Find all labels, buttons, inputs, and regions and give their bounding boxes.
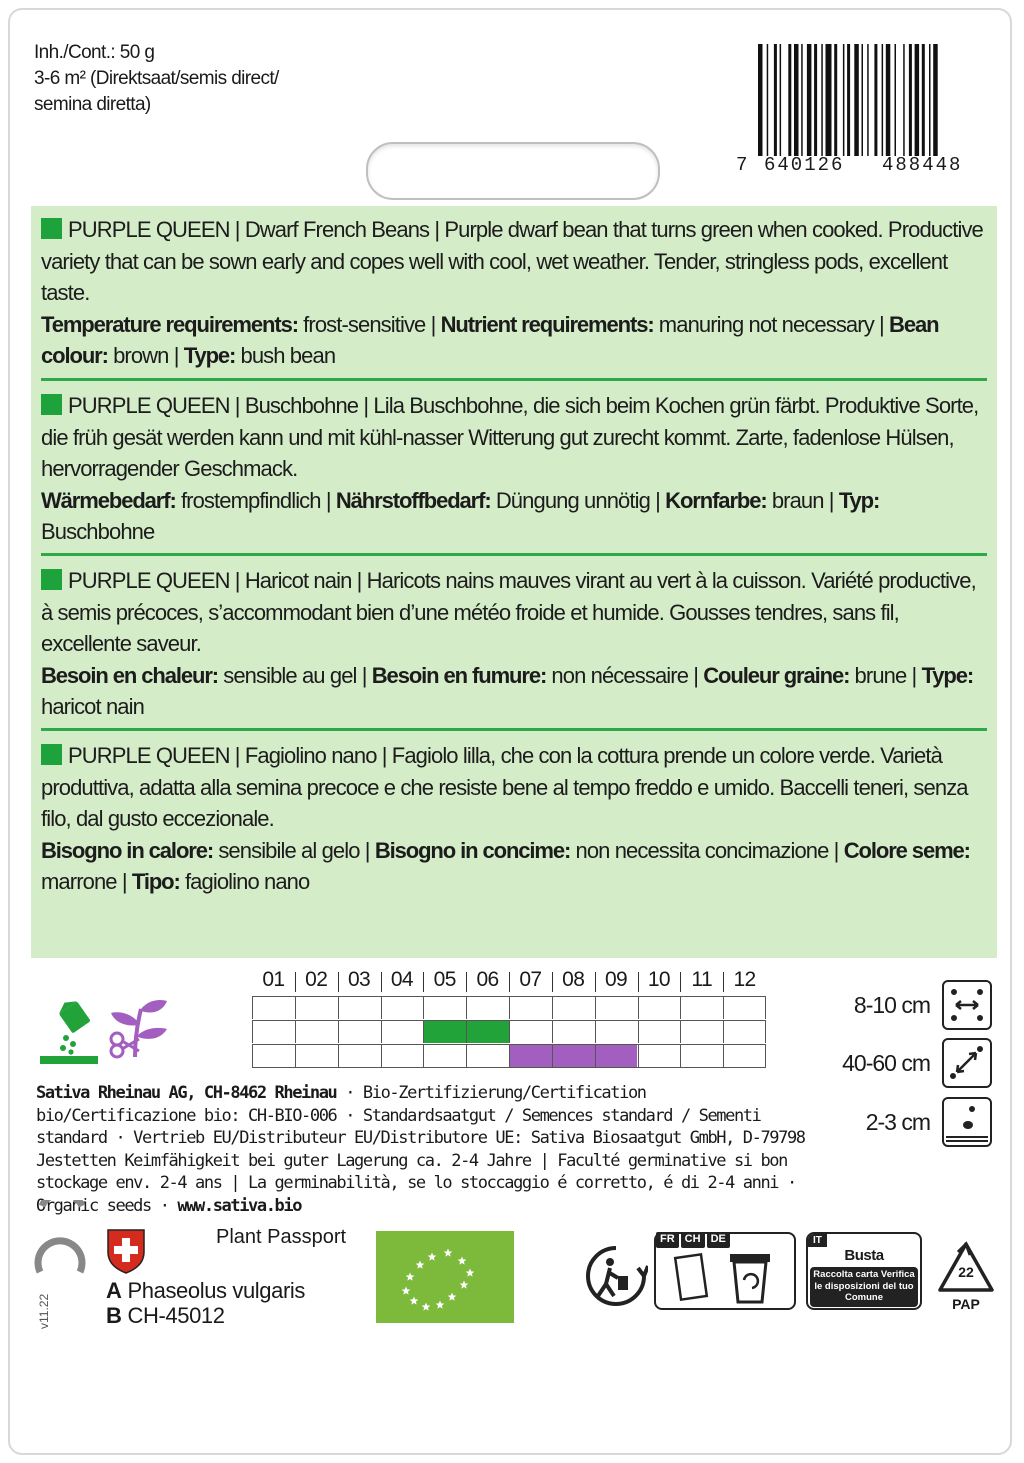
company-text: · Bio-Zertifizierung/Certification bio/Certificazione bio: CH-BIO-006 · Standardsaatgut / Semences standard / Sementi standard · Vertrieb EU/Distributeur EU/Distributore UE: Sativa Biosaatgut GmbH, D-79798 Jestetten Keimfähigkeit bei guter Lagerung ca. 2-4 Jahre | Faculté germinative si bon stockage env. 2-4 ans | La germinabilità, se lo stoccaggio é corretto, é di 2-4 anni · Organic seeds · (36, 1083, 805, 1216)
calendar-grid (252, 996, 766, 1068)
key-fr-4: Type: (921, 662, 974, 688)
row0-cell-04 (381, 997, 424, 1019)
busta-instructions: Raccolta carta Verifica le disposizioni del tuo Comune (810, 1267, 918, 1307)
month-separator (680, 972, 681, 992)
harvest-cell-06 (466, 1045, 509, 1067)
val-de-3: braun | (766, 487, 839, 513)
key-de-2: Nährstoffbedarf: (335, 487, 491, 513)
plant-distance-label: 40-60 cm (842, 1050, 930, 1076)
val-de-4: Buschbohne (41, 519, 155, 544)
busta-title: Busta (844, 1247, 884, 1264)
val-fr-1: sensible au gel | (218, 662, 372, 688)
row0-cell-06 (466, 997, 509, 1019)
val-it-3: marrone | (41, 869, 132, 894)
val-de-2: Düngung unnötig | (490, 487, 666, 513)
harvest-cell-09 (595, 1045, 638, 1067)
month-separator (723, 972, 724, 992)
sowing-cell-07 (509, 1021, 552, 1043)
key-de-1: Wärmebedarf: (41, 487, 176, 513)
month-separator (638, 972, 639, 992)
divider (41, 728, 987, 731)
divider (41, 553, 987, 556)
hang-hole (366, 142, 660, 200)
harvest-cell-12 (723, 1045, 766, 1067)
barcode-group-2: 488448 (882, 154, 963, 176)
harvest-cell-04 (381, 1045, 424, 1067)
sowing-cell-02 (295, 1021, 338, 1043)
sowing-cell-08 (552, 1021, 595, 1043)
plant-passport-title: Plant Passport (216, 1226, 347, 1248)
month-separator (466, 972, 467, 992)
tag-fr: FR (656, 1232, 679, 1248)
month-label-06: 06 (476, 968, 499, 991)
passport-a-value: Phaseolus vulgaris (127, 1278, 305, 1303)
swiss-flag-icon (106, 1228, 146, 1274)
month-separator (509, 972, 510, 992)
passport-b-letter: B (106, 1303, 122, 1328)
content-area: 3-6 m² (Direktsaat/semis direct/ (34, 68, 279, 89)
passport-b-value: CH-45012 (127, 1303, 225, 1328)
intro-fr: PURPLE QUEEN | Haricot nain | Haricots nains mauves virant au vert à la cuisson. Variété productive, à semis précoces, s’accommodant bien d’une météo froide et humide. Gousses tendres, sans fil, excellente saveur. (41, 568, 976, 656)
month-separator (595, 972, 596, 992)
key-de-3: Kornfarbe: (665, 487, 767, 513)
grid-end (765, 1021, 766, 1043)
grid-end (765, 997, 766, 1019)
plant-distance (792, 1038, 992, 1090)
grid-end (765, 1045, 766, 1067)
row-spacing-label: 8-10 cm (853, 992, 930, 1018)
key-en-4: Type: (183, 343, 236, 368)
description-de (41, 390, 987, 548)
intro-de: PURPLE QUEEN | Buschbohne | Lila Buschbohne, die sich beim Kochen grün färbt. Produktive Sorte, die früh gesät werden kann und mit kühl-nasser Witterung gut zurecht kommt. Zarte, fadenlose Hülsen, hervorragender Geschmack. (41, 393, 979, 481)
month-separator (381, 972, 382, 992)
month-label-02: 02 (305, 968, 328, 991)
harvest-cell-01 (252, 1045, 295, 1067)
description-it (41, 740, 987, 898)
key-fr-2: Besoin en fumure: (371, 662, 547, 688)
month-labels (252, 966, 766, 996)
company-info (36, 1082, 806, 1218)
passport-a-letter: A (106, 1278, 122, 1303)
val-en-4: bush bean (235, 343, 336, 368)
sowing-cell-03 (338, 1021, 381, 1043)
company-name: Sativa Rheinau AG, CH-8462 Rheinau (36, 1083, 337, 1103)
harvest-cell-11 (680, 1045, 723, 1067)
val-en-3: brown | (107, 343, 184, 368)
month-label-11: 11 (691, 968, 713, 991)
passport-line-b (106, 1303, 225, 1329)
month-separator (295, 972, 296, 992)
harvest-cell-03 (338, 1045, 381, 1067)
tag-de: DE (707, 1232, 730, 1248)
month-separator (552, 972, 553, 992)
harvest-cell-02 (295, 1045, 338, 1067)
content-info (34, 40, 334, 118)
key-it-2: Bisogno in concime: (374, 837, 571, 863)
row-spacing (792, 980, 992, 1032)
description-fr (41, 565, 987, 723)
month-label-12: 12 (733, 968, 756, 991)
green-square-icon (41, 218, 62, 239)
val-de-1: frostempfindlich | (175, 487, 336, 513)
busta-panel (806, 1232, 922, 1310)
country-tags (656, 1232, 730, 1248)
plant-distance-icon (942, 1038, 992, 1088)
row0-cell-11 (680, 997, 723, 1019)
harvest-cell-05 (423, 1045, 466, 1067)
green-square-icon (41, 569, 62, 590)
content-area-cont: semina diretta) (34, 94, 151, 115)
sowing-cell-05 (423, 1021, 466, 1043)
month-separator (423, 972, 424, 992)
row0-cell-08 (552, 997, 595, 1019)
recycling-bin-panel (654, 1232, 796, 1310)
barcode-bars (758, 44, 990, 156)
harvest-cell-10 (638, 1045, 681, 1067)
val-en-2: manuring not necessary | (653, 311, 890, 337)
sowing-cell-01 (252, 1021, 295, 1043)
harvest-cell-07 (509, 1045, 552, 1067)
sowing-cell-06 (466, 1021, 509, 1043)
key-it-4: Tipo: (131, 869, 180, 894)
pap-label: PAP (952, 1296, 980, 1312)
sowing-icon (40, 1000, 100, 1068)
month-label-07: 07 (519, 968, 542, 991)
sowing-cell-09 (595, 1021, 638, 1043)
row0-cell-12 (723, 997, 766, 1019)
tag-ch: CH (681, 1232, 705, 1248)
val-it-1: sensibile al gelo | (213, 837, 375, 863)
recycle-person-icon (584, 1244, 648, 1308)
row-spacing-icon (942, 980, 992, 1030)
row0-cell-09 (595, 997, 638, 1019)
month-label-04: 04 (390, 968, 413, 991)
description-panel (31, 206, 997, 958)
harvest-cell-08 (552, 1045, 595, 1067)
val-fr-3: brune | (849, 662, 922, 688)
sowing-calendar (252, 966, 766, 1068)
harvest-icon (105, 995, 175, 1063)
green-square-icon (41, 394, 62, 415)
green-square-icon (41, 744, 62, 765)
month-separator (338, 972, 339, 992)
key-fr-1: Besoin en chaleur: (41, 662, 219, 688)
key-it-3: Colore seme: (843, 837, 970, 863)
month-label-09: 09 (604, 968, 628, 991)
month-label-10: 10 (647, 968, 670, 991)
description-en (41, 214, 987, 372)
key-en-2: Nutrient requirements: (440, 311, 654, 337)
row0-cell-07 (509, 997, 552, 1019)
sowing-depth-icon (942, 1097, 992, 1147)
version-code: v11.22 (37, 1293, 51, 1329)
row0-cell-03 (338, 997, 381, 1019)
sowing-depth-label: 2-3 cm (865, 1109, 930, 1135)
intro-en: PURPLE QUEEN | Dwarf French Beans | Purple dwarf bean that turns green when cooked. Productive variety that can be sown early and copes well with cool, wet weather. Tender, stringless pods, excellent taste. (41, 217, 983, 305)
key-en-1: Temperature requirements: (41, 311, 298, 337)
month-label-05: 05 (433, 968, 456, 991)
row0-cell-01 (252, 997, 295, 1019)
val-it-4: fagiolino nano (179, 869, 310, 894)
barcode-lead-digit: 7 (736, 154, 750, 176)
barcode-digits (736, 154, 990, 176)
pap-number: 22 (958, 1264, 974, 1280)
row0-cell-10 (638, 997, 681, 1019)
month-label-08: 08 (562, 968, 585, 991)
barcode-group-1: 640126 (764, 154, 845, 176)
eu-organic-leaf-icon (376, 1231, 514, 1323)
sowing-cell-04 (381, 1021, 424, 1043)
row0-cell-02 (295, 997, 338, 1019)
intro-it: PURPLE QUEEN | Fagiolino nano | Fagiolo lilla, che con la cottura prende un colore verde. Varietà produttiva, adatta alla semina precoce e che resiste bene al tempo freddo e umido. Baccelli teneri, senza filo, dal gusto eccezionale. (41, 743, 968, 831)
sowing-cell-11 (680, 1021, 723, 1043)
passport-line-a (106, 1278, 305, 1304)
val-it-2: non necessita concimazione | (570, 837, 844, 863)
sowing-cell-10 (638, 1021, 681, 1043)
key-en-3: Bean colour: (41, 311, 939, 368)
barcode (736, 44, 990, 176)
grid-line (252, 1067, 766, 1068)
paper-and-bin-icon (666, 1252, 786, 1306)
month-label-01: 01 (262, 968, 285, 991)
row0-cell-05 (423, 997, 466, 1019)
val-en-1: frost-sensitive | (297, 311, 441, 337)
month-label-03: 03 (347, 968, 371, 991)
divider (41, 378, 987, 381)
pap-recycling (936, 1240, 996, 1314)
key-it-1: Bisogno in calore: (41, 837, 214, 863)
ce-mark-icon (34, 1200, 90, 1280)
content-amount: Inh./Cont.: 50 g (34, 42, 155, 63)
sowing-cell-12 (723, 1021, 766, 1043)
company-website: www.sativa.bio (177, 1195, 302, 1216)
key-fr-3: Couleur graine: (703, 662, 850, 688)
val-fr-4: haricot nain (41, 694, 144, 719)
tag-it: IT (808, 1234, 827, 1247)
val-fr-2: non nécessaire | (546, 662, 704, 688)
sowing-depth (792, 1097, 992, 1149)
key-de-4: Typ: (838, 487, 880, 513)
